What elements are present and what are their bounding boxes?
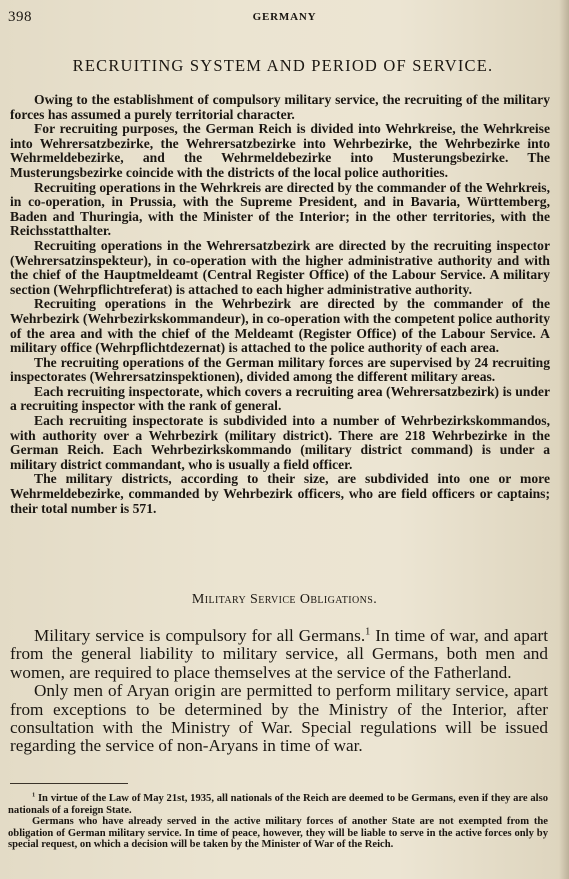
paragraph: The military districts, according to their size, are subdivided into one or more Wehrmeldebezirke, commanded by Wehrbezirk officers, who are field officers or captains; their total number is 571.	[10, 471, 550, 516]
footnotes	[8, 793, 548, 851]
paragraph-text: In time of war, and apart from the general liability to military service, all Germans, both men and women, are required to place themselves at the service of the Fatherland.	[10, 626, 548, 682]
section-title: RECRUITING SYSTEM AND PERIOD OF SERVICE.	[72, 56, 494, 75]
running-head: GERMANY	[252, 11, 317, 23]
page-binding-shadow	[559, 0, 569, 879]
footnote-marker: 1	[32, 791, 36, 799]
paragraph: The recruiting operations of the German military forces are supervised by 24 recruiting inspectorates (Wehrersatzinspektionen), divided among the different military areas.	[10, 354, 550, 385]
paragraph	[10, 627, 548, 682]
section-body	[10, 93, 550, 516]
paragraph: Only men of Aryan origin are permitted to perform military service, apart from exceptions to be determined by the Ministry of the Interior, after consultation with the Ministry of War. Special regulations will be issued regarding the service of non-Aryans in time of war.	[10, 681, 548, 756]
paragraph-text: Military service is compulsory for all Germans.	[34, 626, 366, 645]
paragraph: Each recruiting inspectorate, which covers a recruiting area (Wehrersatzbezirk) is under a recruiting inspector with the rank of general.	[10, 383, 550, 414]
footnote-ref[interactable]: 1	[365, 626, 371, 638]
footnote-text: In virtue of the Law of May 21st, 1935, all nationals of the Reich are deemed to be Germans, even if they are also nationals of a foreign State.	[8, 793, 548, 816]
paragraph: Owing to the establishment of compulsory military service, the recruiting of the military forces has assumed a purely territorial character.	[10, 92, 550, 122]
footnote	[8, 793, 548, 816]
footnote: Germans who have already served in the active military forces of another State are not exempted from the obligation of German military service. In time of peace, however, they will be liable to serve in the active forces only by special request, on which a decision will be taken by the Minister of War of the Reich.	[8, 816, 548, 851]
paragraph: Each recruiting inspectorate is subdivided into a number of Wehrbezirkskommandos, with authority over a Wehrbezirk (military district). There are 218 Wehrbezirke in the German Reich. Each Wehrbezirkskommando (military district command) is under a military district commandant, who is usually a field officer.	[10, 413, 550, 472]
paragraph: For recruiting purposes, the German Reich is divided into Wehrkreise, the Wehrkreise into Wehrersatzbezirke, the Wehrersatzbezirke into Wehrbezirke, the Wehrbezirke into Wehrmeldebezirke, and the Wehrmeldebezirke into Musterungsbezirke. The Musterungsbezirke coincide with the districts of the local police authorities.	[10, 121, 550, 180]
paragraph: Recruiting operations in the Wehrersatzbezirk are directed by the recruiting inspector (Wehrersatzinspekteur), in co-operation with the higher administrative authority and with the chief of the Hauptmeldeamt (Central Register Office) of the Labour Service. A military section (Wehrpflichtreferat) is attached to each higher administrative authority.	[10, 237, 550, 297]
footnote-rule	[10, 783, 128, 784]
paragraph: Recruiting operations in the Wehrkreis are directed by the commander of the Wehrkreis, in co-operation, in Prussia, with the Supreme President, and in Bavaria, Württemberg, Baden and Thuringia, with the Minister of the Interior; in the other territories, with the Reichsstatthalter.	[10, 179, 550, 239]
page-number: 398	[8, 9, 32, 25]
subsection-title: Military Service Obligations.	[191, 592, 378, 607]
paragraph: Recruiting operations in the Wehrbezirk are directed by the commander of the Wehrbezirk (Wehrbezirkskommandeur), in co-operation with the competent police authority of the area and with the chief of the Meldeamt (Register Office) of the Labour Service. A military office (Wehrpflichtdezernat) is attached to the police authority of each area.	[10, 296, 550, 356]
subsection-body	[10, 627, 548, 756]
